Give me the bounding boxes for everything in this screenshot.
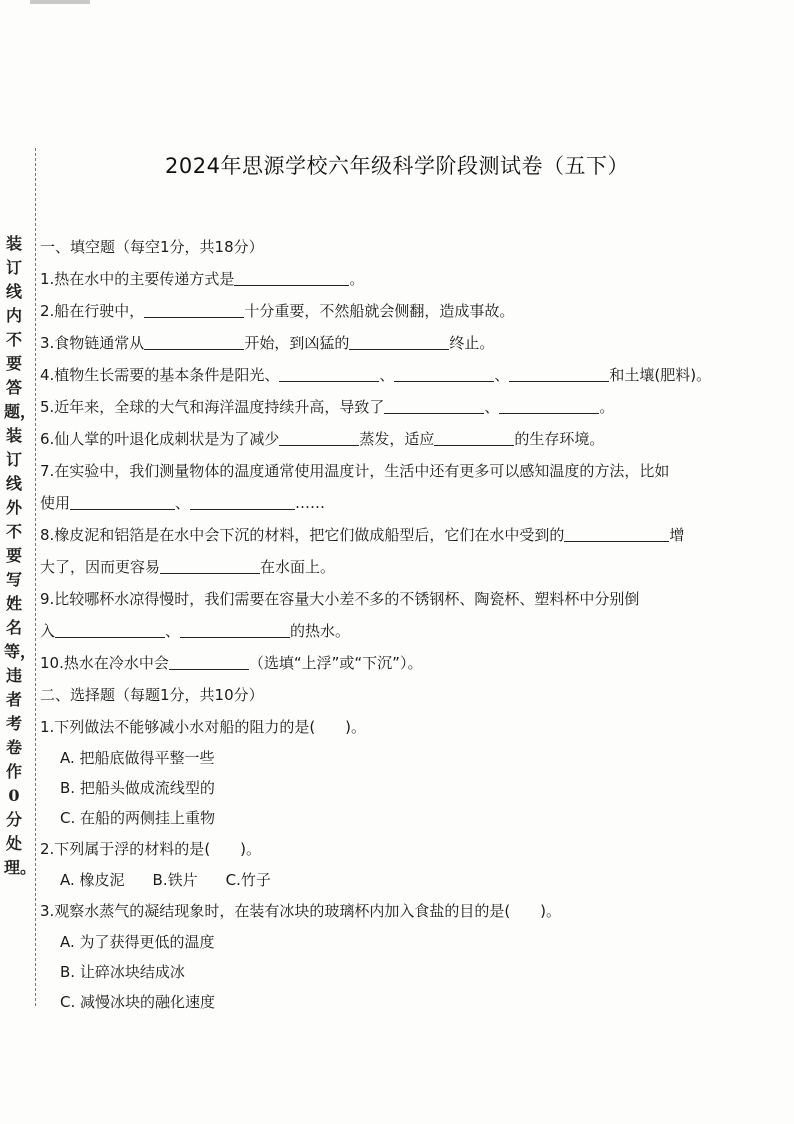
- option-a: A. 为了获得更低的温度: [60, 933, 215, 951]
- binding-line: [35, 148, 36, 1006]
- question-2-3: 3.观察水蒸气的凝结现象时，在装有冰块的玻璃杯内加入食盐的目的是( )。: [40, 902, 562, 920]
- option-c: C.竹子: [225, 871, 271, 889]
- exam-title: 2024年思源学校六年级科学阶段测试卷（五下）: [165, 154, 629, 178]
- answer-blank[interactable]: [499, 397, 599, 414]
- question-2-1: 1.下列做法不能够减小水对船的阻力的是( )。: [40, 718, 367, 736]
- question-1-2: 2.船在行驶中， 十分重要，不然船就会侧翻，造成事故。: [40, 302, 515, 320]
- answer-blank[interactable]: [564, 525, 669, 542]
- question-1-8-line-2: 大了，因而更容易 在水面上。: [40, 558, 336, 576]
- question-1-7-line-2: 使用 、 ……: [40, 494, 326, 512]
- answer-blank[interactable]: [384, 397, 484, 414]
- question-1-7-line-1: 7.在实验中，我们测量物体的温度通常使用温度计，生活中还有更多可以感知温度的方法，比如: [40, 462, 670, 480]
- option-c: C. 减慢冰块的融化速度: [60, 993, 216, 1011]
- question-1-9-line-2: 入 、 的热水。: [40, 622, 351, 640]
- section-heading-fill-in: 一、填空题（每空1分，共18分）: [40, 238, 264, 256]
- question-1-3: 3.食物链通常从 开始，到凶猛的 终止。: [40, 334, 495, 352]
- exam-content: [40, 231, 780, 1017]
- answer-blank[interactable]: [55, 621, 165, 638]
- question-1-4: 4.植物生长需要的基本条件是阳光、 、 、 和土壤(肥料)。: [40, 366, 712, 384]
- option-a: A. 橡皮泥: [60, 871, 125, 889]
- answer-blank[interactable]: [190, 493, 295, 510]
- answer-blank[interactable]: [160, 557, 260, 574]
- answer-blank[interactable]: [169, 653, 249, 670]
- question-2-2-options: [40, 865, 780, 895]
- answer-blank[interactable]: [394, 365, 494, 382]
- question-2-2: 2.下列属于浮的材料的是( )。: [40, 840, 262, 858]
- answer-blank[interactable]: [144, 301, 244, 318]
- option-a: A. 把船底做得平整一些: [60, 749, 215, 767]
- binding-note: 装订线内不要答题，装订线外不要写姓名等，违者考卷作0分处理。: [4, 234, 37, 877]
- question-1-6: 6.仙人掌的叶退化成刺状是为了减少 蒸发，适应 的生存环境。: [40, 430, 605, 448]
- option-c: C. 在船的两侧挂上重物: [60, 809, 216, 827]
- answer-blank[interactable]: [180, 621, 290, 638]
- option-b: B. 让碎冰块结成冰: [60, 963, 185, 981]
- question-1-9-line-1: 9.比较哪杯水凉得慢时，我们需要在容量大小差不多的不锈钢杯、陶瓷杯、塑料杯中分别倒: [40, 590, 640, 608]
- top-edge-mark: [30, 0, 90, 4]
- answer-blank[interactable]: [234, 269, 349, 286]
- answer-blank[interactable]: [509, 365, 609, 382]
- option-b: B.铁片: [152, 871, 198, 889]
- answer-blank[interactable]: [279, 365, 379, 382]
- answer-blank[interactable]: [144, 333, 244, 350]
- answer-blank[interactable]: [70, 493, 175, 510]
- section-heading-multiple-choice: 二、选择题（每题1分，共10分）: [40, 686, 264, 704]
- answer-blank[interactable]: [279, 429, 359, 446]
- option-b: B. 把船头做成流线型的: [60, 779, 215, 797]
- answer-blank[interactable]: [349, 333, 449, 350]
- question-1-8-line-1: 8.橡皮泥和铝箔是在水中会下沉的材料，把它们做成船型后，它们在水中受到的 增: [40, 526, 685, 544]
- answer-blank[interactable]: [434, 429, 514, 446]
- question-1-10: 10.热水在冷水中会 （选填“上浮”或“下沉”）。: [40, 654, 423, 672]
- question-1-5: 5.近年来，全球的大气和海洋温度持续升高，导致了 、 。: [40, 398, 615, 416]
- question-1-1: 1.热在水中的主要传递方式是 。: [40, 270, 365, 288]
